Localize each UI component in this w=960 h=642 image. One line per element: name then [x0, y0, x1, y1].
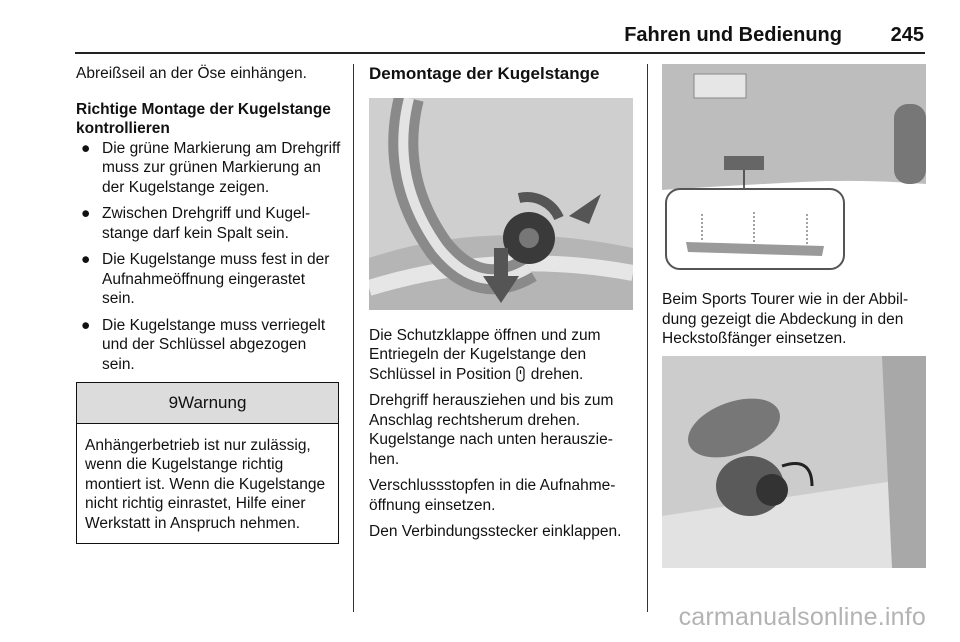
section-heading: Demontage der Kugelstange: [369, 64, 600, 83]
towbar-removal-illustration: [369, 98, 633, 310]
step-insert-plug: Verschlussstopfen in die Aufnahmeöffnung einsetzen.: [369, 477, 616, 514]
bullet-icon: ●: [81, 139, 91, 157]
subheading: Richtige Montage der Kugelstange kontrollieren: [76, 100, 331, 137]
watermark: carmanualsonline.info: [678, 603, 926, 631]
header-rule: [75, 52, 925, 54]
bullet-icon: ●: [81, 316, 91, 334]
trunk-illustration: [662, 356, 926, 568]
step-unlock: Die Schutzklappe öffnen und zum Entriegeln der Kugelstange den Schlüssel in Position drehen.: [369, 326, 601, 383]
warning-text: Anhängerbetrieb ist nur zulässig, wenn die Kugelstange richtig montiert ist. Wenn die Kugelstange nicht richtig einrastet, Hilfe einer Werkstatt in Anspruch nehmen.: [85, 436, 326, 532]
check-list: [76, 139, 342, 375]
warning-box: [76, 382, 339, 544]
column-1: [76, 64, 342, 544]
list-item: ● Zwischen Drehgriff und Kugelstange darf kein Spalt sein.: [81, 205, 311, 242]
key-position-icon: [515, 366, 526, 382]
column-2: [369, 64, 637, 549]
warning-title: Warnung: [178, 393, 247, 412]
page-header-title: Fahren und Bedienung: [624, 24, 842, 46]
column-divider-right: [647, 64, 648, 612]
bullet-icon: ●: [81, 205, 91, 222]
list-item: ● Die Kugelstange muss verriegelt und der Schlüssel abgezogen sein.: [81, 316, 326, 373]
page-number: 245: [890, 24, 924, 46]
warning-icon: 9: [168, 393, 179, 412]
column-3: [662, 64, 926, 568]
rear-bumper-illustration: [662, 64, 926, 274]
warning-header: [77, 383, 338, 424]
step-fold-connector: Den Verbindungsstecker einklappen.: [369, 523, 622, 540]
column-divider-left: [353, 64, 354, 612]
sports-tourer-text: Beim Sports Tourer wie in der Abbildung gezeigt die Abdeckung in den Heckstoßfänger einsetzen.: [662, 291, 909, 347]
list-item: ● Die grüne Markierung am Drehgriff muss zur grünen Markierung an der Kugelstange zeigen.: [81, 139, 341, 196]
list-item: ● Die Kugelstange muss fest in der Aufnahmeöffnung eingerastet sein.: [81, 251, 330, 307]
step-pull-handle: Drehgriff herausziehen und bis zum Anschlag rechtsherum drehen. Kugelstange nach unten herausziehen.: [369, 392, 614, 468]
bullet-icon: ●: [81, 251, 91, 268]
intro-text: Abreißseil an der Öse einhängen.: [76, 65, 307, 82]
